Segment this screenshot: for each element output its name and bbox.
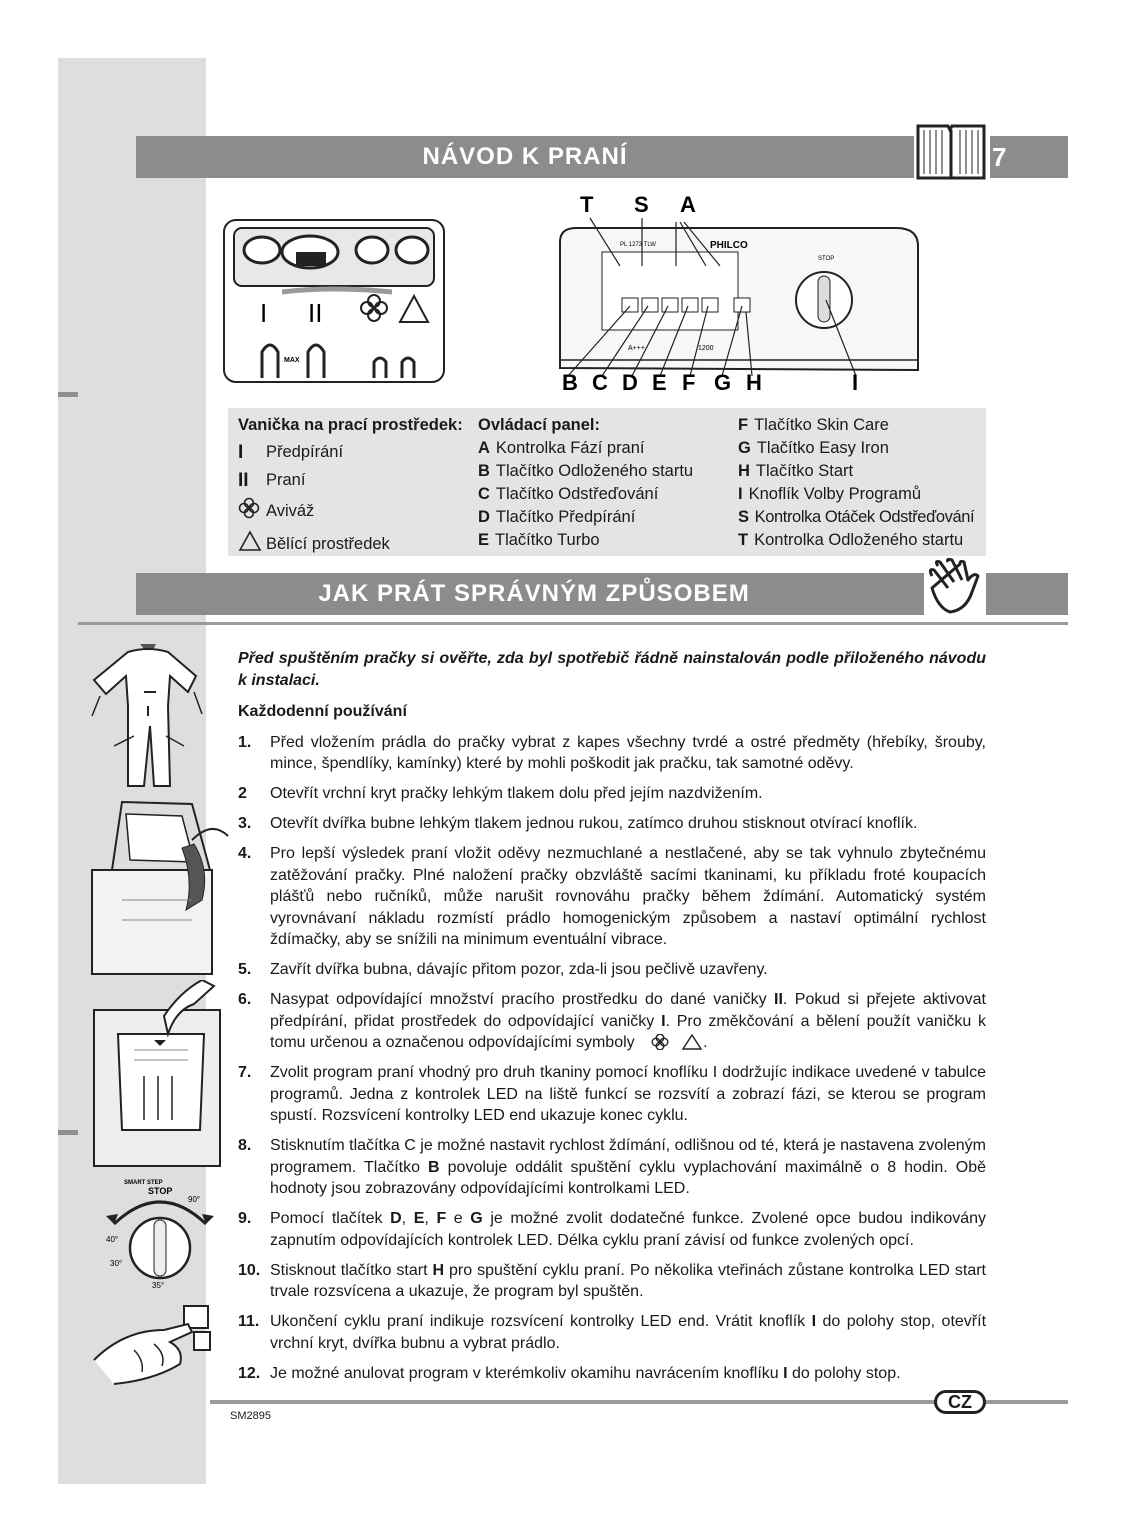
legend-left [238, 414, 463, 558]
step-item [238, 959, 986, 981]
legend-label: Kontrolka Otáček Odstřeďování [754, 508, 975, 526]
legend-label: Aviváž [266, 501, 315, 520]
step-text [270, 989, 986, 1054]
step-number: 1. [238, 733, 252, 751]
document-code: SM2895 [230, 1410, 271, 1422]
brand-label: PHILCO [710, 240, 748, 251]
dial-stop-label: STOP [148, 1186, 173, 1196]
letter-i: I [852, 370, 859, 395]
speed-label: 1200 [698, 345, 714, 352]
legend-item [238, 530, 463, 558]
step-item [238, 1208, 986, 1251]
legend-label: Tlačítko Easy Iron [756, 439, 889, 457]
step-number: 8. [238, 1137, 252, 1154]
bleach-icon [238, 530, 266, 558]
step-item [238, 989, 986, 1054]
step-item [238, 813, 986, 835]
step-text-part: Pomocí tlačítek [270, 1210, 391, 1227]
step-item [238, 1135, 986, 1200]
step-text-part: do polohy stop, otevřít vrchní kryt, dvířka bubnu a vybrat prádlo. [270, 1313, 987, 1352]
washer-open-illustration [82, 800, 232, 976]
page-number: 7 [992, 141, 1007, 172]
legend-item [478, 460, 693, 483]
step-text: Otevřít dvířka bubne lehkým tlakem jednou rukou, zatímco druhou stisknout otvírací knoflík. [270, 815, 918, 832]
step-number: 12. [238, 1364, 261, 1382]
step-text-part: je možné zvolit dodatečné funkce. Zvolené opce budou indikovány zapnutím odpovídajících kontrolek LED. Délka cyklu praní závisí od funkce zvolených opcí. [270, 1210, 987, 1249]
step-item [238, 732, 986, 775]
open-book-icon [914, 120, 988, 184]
step-number: 3. [238, 815, 252, 832]
step-bold: D [390, 1210, 402, 1227]
step-text-part: pro spuštění cyklu praní. Po několika vteřinách zůstane kontrolka LED start trvale rozsvícena a ukazuje, že program byl spuštěn. [270, 1261, 986, 1300]
step-number: 6. [238, 991, 252, 1008]
energy-label: A+++ [628, 345, 645, 352]
step-text-part: Stisknout tlačítko start [270, 1261, 433, 1279]
step-text-part: Nasypat odpovídající množství pracího prostředku do dané vaničky [270, 991, 775, 1008]
legend-key: E [478, 531, 490, 549]
divider-line [78, 622, 1068, 625]
letter-s: S [634, 192, 649, 217]
legend-item [478, 529, 693, 552]
step-number: 4. [238, 845, 252, 862]
step-text [270, 1311, 986, 1354]
legend-item [478, 506, 693, 529]
page-title: NÁVOD K PRANÍ [422, 143, 628, 170]
step-text-part: povoluje oddálit spuštění cyklu vyplachování maximálně o 8 hodin. Obě hodnoty jsou zobrazovány odpovídajícími kontrolkami LED. [270, 1158, 986, 1197]
letter-c: C [592, 370, 608, 395]
legend-left-title: Vanička na prací prostředek: [238, 416, 463, 434]
legend-label: Tlačítko Odloženého startu [495, 462, 694, 480]
step-bold: F [436, 1210, 447, 1227]
legend-mid [478, 414, 693, 552]
legend-key: A [478, 439, 490, 457]
legend-item [478, 437, 693, 460]
step-text-part: Ukončení cyklu praní indikuje rozsvícení kontrolky LED end. Vrátit knoflík [270, 1313, 812, 1330]
dial-40-label: 40° [106, 1235, 119, 1244]
legend-label: Kontrolka Fází praní [495, 439, 645, 457]
dial-smart-label: SMART STEP [124, 1180, 163, 1186]
step-item [238, 783, 986, 805]
legend-key: S [738, 508, 749, 526]
letter-t: T [580, 192, 594, 217]
step-item [238, 1260, 986, 1303]
wash-symbol: II [238, 470, 249, 491]
dial-35-label: 35° [152, 1281, 165, 1290]
legend-item [738, 529, 974, 552]
letter-h: H [746, 370, 762, 395]
letter-a: A [680, 192, 696, 217]
legend-item [238, 469, 463, 492]
step-text-part: Je možné anulovat program v kterémkoliv okamihu navrácením knoflíku [270, 1364, 784, 1382]
legend-label: Bělící prostředek [266, 534, 390, 553]
step-item [238, 1062, 986, 1127]
legend-label: Knoflík Volby Programů [748, 485, 922, 503]
wash-mark: II [308, 298, 323, 328]
letter-f: F [682, 370, 696, 395]
legend-item [238, 441, 463, 464]
legend-label: Tlačítko Odstřeďování [495, 485, 659, 503]
legend-mid-title: Ovládací panel: [478, 416, 600, 434]
legend-item [738, 483, 974, 506]
legend-key: I [738, 485, 743, 503]
step-bold: E [413, 1210, 425, 1227]
step-text [270, 1208, 986, 1251]
step-bold: I [661, 1012, 666, 1030]
step-number: 7. [238, 1064, 252, 1081]
legend-label: Tlačítko Předpírání [495, 508, 636, 526]
step-item [238, 1363, 986, 1385]
step-number: 10. [238, 1261, 261, 1279]
detergent-drawer-diagram [222, 218, 446, 384]
legend-item [738, 460, 974, 483]
prewash-symbol: I [238, 442, 244, 463]
legend-label: Tlačítko Turbo [495, 531, 600, 549]
instructions-content [238, 648, 986, 1393]
legend-key: B [478, 462, 490, 480]
step-text-part: , [424, 1210, 437, 1227]
legend-label: Předpírání [266, 443, 344, 461]
page-number-box [990, 136, 1068, 178]
step-number: 9. [238, 1210, 252, 1227]
flower-icon [238, 497, 266, 525]
legend-item [738, 506, 974, 529]
step-number: 5. [238, 961, 252, 978]
section-title-banner [136, 573, 932, 615]
step-text-part: . [703, 1034, 708, 1051]
control-panel-diagram [556, 190, 920, 396]
step-text [270, 1260, 986, 1303]
step-text: Zavřít dvířka bubna, dávajíc přitom pozor, zda-li jsou pečlivě uzavřeny. [270, 961, 768, 978]
banner-end [986, 573, 1068, 615]
side-tick [58, 392, 78, 397]
max-label: MAX [284, 357, 300, 364]
letter-b: B [562, 370, 578, 395]
legend-label: Tlačítko Skin Care [754, 416, 889, 434]
legend-right [738, 414, 974, 552]
side-tick [58, 1130, 78, 1135]
step-text: Zvolit program praní vhodný pro druh tkaniny pomocí knoflíku I dodržujíc indikace uvedené v tabulce programů. Jedna z kontrolek LED na liště funkcí se rozsvítí a zobrazí fázi, se kterou se program spustí. Rozsvícení kontrolky LED end ukazuje konec cyklu. [270, 1064, 986, 1124]
letter-g: G [714, 370, 732, 395]
step-text-part: . Pokud si přejete aktivovat předpírání, přidat prostředek do odpovídající vaničky [270, 991, 986, 1030]
legend-item [738, 414, 974, 437]
legend-key: C [478, 485, 490, 503]
garment-illustration [84, 636, 212, 796]
model-label: PL 1273 TLW [620, 242, 656, 248]
step-bold: I [783, 1364, 788, 1382]
program-dial-illustration [84, 1176, 234, 1304]
step-text-part: , [401, 1210, 414, 1227]
step-text-part: e [446, 1210, 471, 1227]
step-bold: II [774, 991, 783, 1008]
step-text [270, 1135, 986, 1200]
step-text-part: . Pro změkčování a bělení použít vaničku k tomu určenou a označenou odpovídajícími symboly [270, 1012, 986, 1051]
section-title: JAK PRÁT SPRÁVNÝM ZPŮSOBEM [318, 580, 750, 607]
bleach-icon [681, 1034, 703, 1050]
step-bold: G [470, 1210, 483, 1227]
step-text: Otevřít vrchní kryt pračky lehkým tlakem dolu před jejím nazdvižením. [270, 785, 763, 802]
dial-90-label: 90° [188, 1195, 201, 1204]
step-number: 2 [238, 785, 247, 802]
dial-30-label: 30° [110, 1259, 123, 1268]
hand-pressing-illustration [84, 1300, 234, 1392]
subheading: Každodenní používání [238, 703, 407, 720]
step-item [238, 1311, 986, 1354]
step-text-part: Stisknutím tlačítka C je možné nastavit rychlost ždímání, odlišnou od té, která je nastavena zvoleným programem. Tlačítko [270, 1137, 986, 1176]
legend-key: F [738, 416, 749, 434]
letter-d: D [622, 370, 638, 395]
legend-item [738, 437, 974, 460]
legend-item [238, 497, 463, 525]
legend-key: T [738, 531, 749, 549]
step-bold: B [428, 1158, 440, 1176]
legend-label: Praní [266, 471, 306, 489]
language-label: CZ [948, 1391, 972, 1412]
legend-label: Tlačítko Start [755, 462, 854, 480]
step-text: Pro lepší výsledek praní vložit oděvy nezmuchlané a nestlačené, aby se tak vyhnulo zbytečnému zatěžování pračky. Plné naložení pračky obzvláště sacími tkaninami, ku příkladu froté koupacích plášťů nebo ručníků, může narušit rovnováhu pračky během ždímání. Automatický systém vyrovnávaní nákladu rozmístí prádlo homogenickým způsobem a nastaví optimální rychlost ždímačky, aby se snížili na minimum eventuální vibrace. [270, 845, 986, 948]
legend-key: G [738, 439, 751, 457]
intro-paragraph: Před spuštěním pračky si ověřte, zda byl spotřebič řádně nainstalován podle přiloženého návodu k instalaci. [238, 650, 986, 689]
legend-key: D [478, 508, 490, 526]
legend-item [478, 483, 693, 506]
step-text-part: do polohy stop. [787, 1364, 901, 1382]
step-number: 11. [238, 1313, 260, 1330]
step-text: Před vložením prádla do pračky vybrat z kapes všechny tvrdé a ostré předměty (hřebíky, šrouby, mince, špendlíky, kamínky) které by mohli poškodit jak pračku, tak samotné oděvy. [270, 733, 986, 772]
prewash-mark: I [260, 298, 268, 328]
step-item [238, 843, 986, 951]
legend-label: Kontrolka Odloženého startu [754, 531, 964, 549]
legend-key: H [738, 462, 750, 480]
step-bold: I [811, 1313, 817, 1330]
stop-label: STOP [818, 256, 835, 262]
flower-icon [649, 1034, 671, 1050]
washer-detergent-illustration [84, 980, 234, 1170]
step-text [270, 1363, 986, 1385]
letter-e: E [652, 370, 667, 395]
section-title-banner [136, 136, 914, 178]
legend-box [228, 408, 986, 556]
step-bold: H [432, 1261, 445, 1279]
steps-list [238, 732, 986, 1385]
language-badge [934, 1390, 986, 1414]
hand-icon [924, 558, 988, 618]
